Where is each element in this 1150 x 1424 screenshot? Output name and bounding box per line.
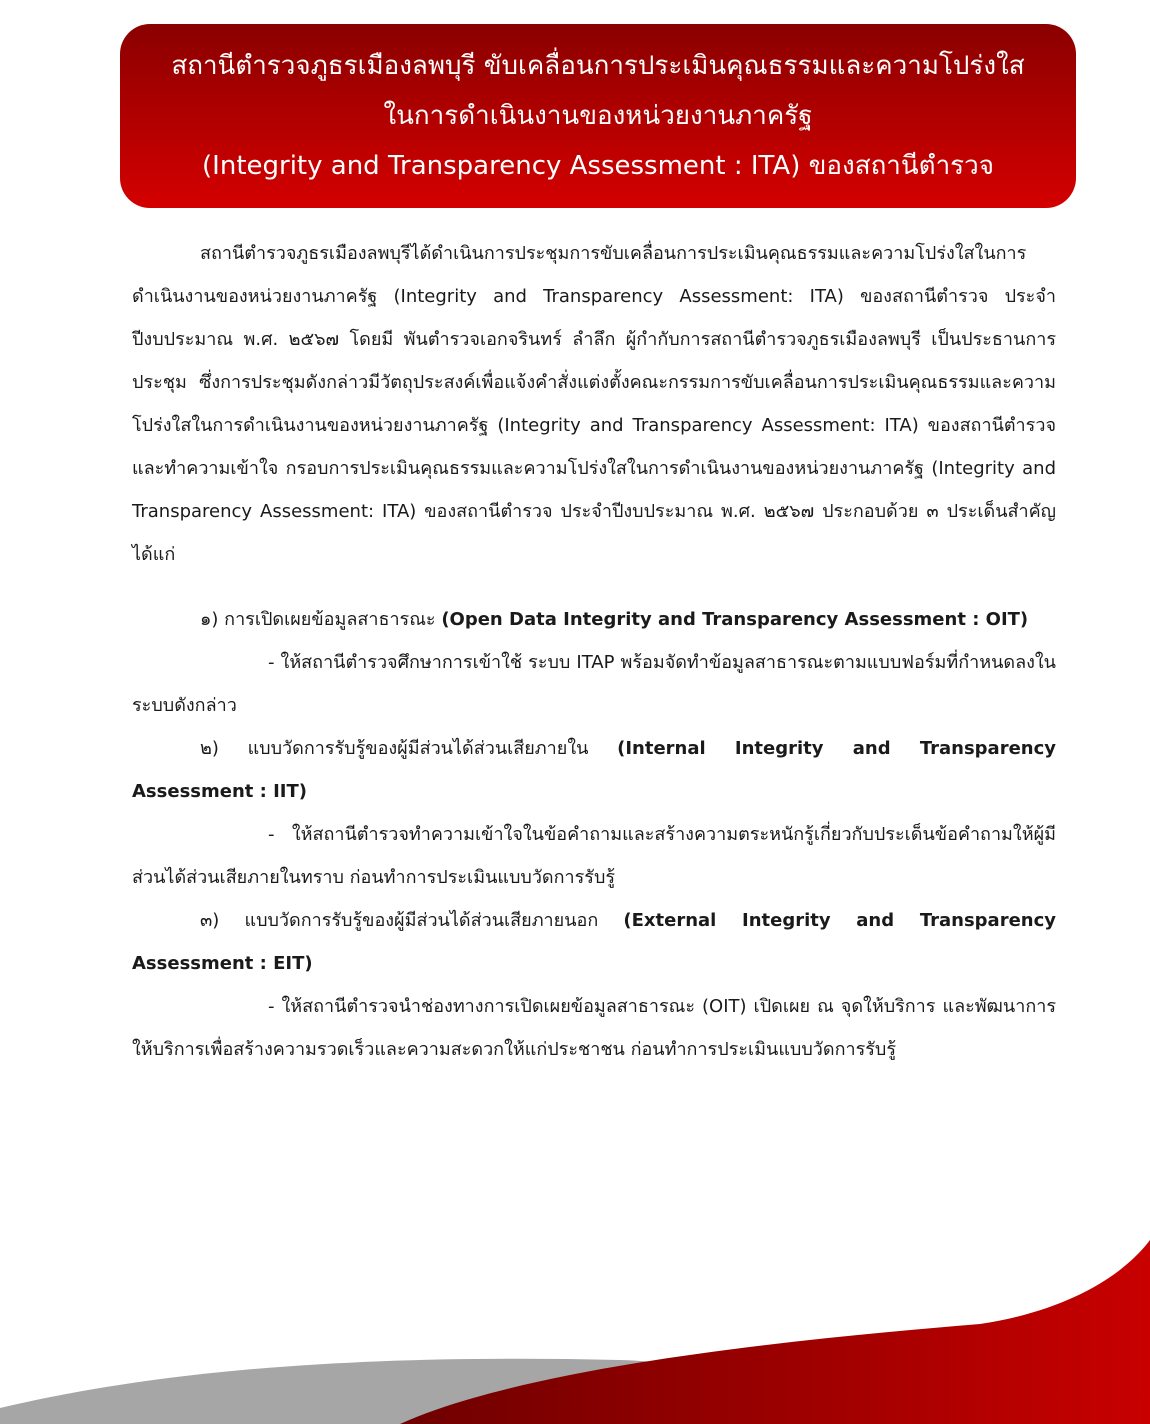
- article-body: [132, 232, 1056, 1071]
- decorative-swoosh: [0, 1230, 1150, 1424]
- title-line-3: (Integrity and Transparency Assessment : ITA) ของสถานีตำรวจ: [202, 151, 994, 181]
- spacer: [132, 576, 1056, 598]
- item-heading: [132, 598, 1056, 641]
- item-heading-en: (Internal Integrity and Transparency Assessment : IIT): [132, 738, 1056, 802]
- item-heading-th: ๒) แบบวัดการรับรู้ของผู้มีส่วนได้ส่วนเสียภายใน: [200, 738, 618, 759]
- title-line-2: ในการดำเนินงานของหน่วยงานภาครัฐ: [383, 101, 813, 131]
- item-body: - ให้สถานีตำรวจทำความเข้าใจในข้อคำถามและสร้างความตระหนักรู้เกี่ยวกับประเด็นข้อคำถามให้ผู้มีส่วนได้ส่วนเสียภายในทราบ ก่อนทำการประเมินแบบวัดการรับรู้: [132, 824, 1056, 888]
- item-heading: [132, 899, 1056, 985]
- red-wave: [400, 1240, 1150, 1424]
- item-heading-th: ๓) แบบวัดการรับรู้ของผู้มีส่วนได้ส่วนเสียภายนอก: [200, 910, 624, 931]
- title-banner: [120, 24, 1076, 208]
- item-body: - ให้สถานีตำรวจนำช่องทางการเปิดเผยข้อมูลสาธารณะ (OIT) เปิดเผย ณ จุดให้บริการ และพัฒนาการให้บริการเพื่อสร้างความรวดเร็วและความสะดวกให้แก่ประชาชน ก่อนทำการประเมินแบบวัดการรับรู้: [132, 996, 1056, 1060]
- item-heading-th: ๑) การเปิดเผยข้อมูลสาธารณะ: [200, 609, 442, 630]
- title-line-1: สถานีตำรวจภูธรเมืองลพบุรี ขับเคลื่อนการประเมินคุณธรรมและความโปร่งใส: [171, 51, 1025, 81]
- assessment-item-iit: [132, 727, 1056, 899]
- item-body: - ให้สถานีตำรวจศึกษาการเข้าใช้ ระบบ ITAP พร้อมจัดทำข้อมูลสาธารณะตามแบบฟอร์มที่กำหนดลงในระบบดังกล่าว: [132, 652, 1056, 716]
- assessment-item-eit: [132, 899, 1056, 1071]
- item-heading-en: (Open Data Integrity and Transparency Assessment : OIT): [441, 609, 1029, 630]
- intro-paragraph: สถานีตำรวจภูธรเมืองลพบุรีได้ดำเนินการประชุมการขับเคลื่อนการประเมินคุณธรรมและความโปร่งใสในการดำเนินงานของหน่วยงานภาครัฐ (Integrity and Transparency Assessment: ITA) ของสถานีตำรวจ ประจำปีงบประมาณ พ.ศ. ๒๕๖๗ โดยมี พันตำรวจเอกจรินทร์ ลำลึก ผู้กำกับการสถานีตำรวจภูธรเมืองลพบุรี เป็นประธานการประชุม ซึ่งการประชุมดังกล่าวมีวัตถุประสงค์เพื่อแจ้งคำสั่งแต่งตั้งคณะกรรมการขับเคลื่อนการประเมินคุณธรรมและความโปร่งใสในการดำเนินงานของหน่วยงานภาครัฐ (Integrity and Transparency Assessment: ITA) ของสถานีตำรวจ และทำความเข้าใจ กรอบการประเมินคุณธรรมและความโปร่งใสในการดำเนินงานของหน่วยงานภาครัฐ (Integrity and Transparency Assessment: ITA) ของสถานีตำรวจ ประจำปีงบประมาณ พ.ศ. ๒๕๖๗ ประกอบด้วย ๓ ประเด็นสำคัญ ได้แก่: [132, 243, 1056, 565]
- item-heading-en: (External Integrity and Transparency Assessment : EIT): [132, 910, 1057, 974]
- item-heading: [132, 727, 1056, 813]
- assessment-item-oit: [132, 598, 1056, 727]
